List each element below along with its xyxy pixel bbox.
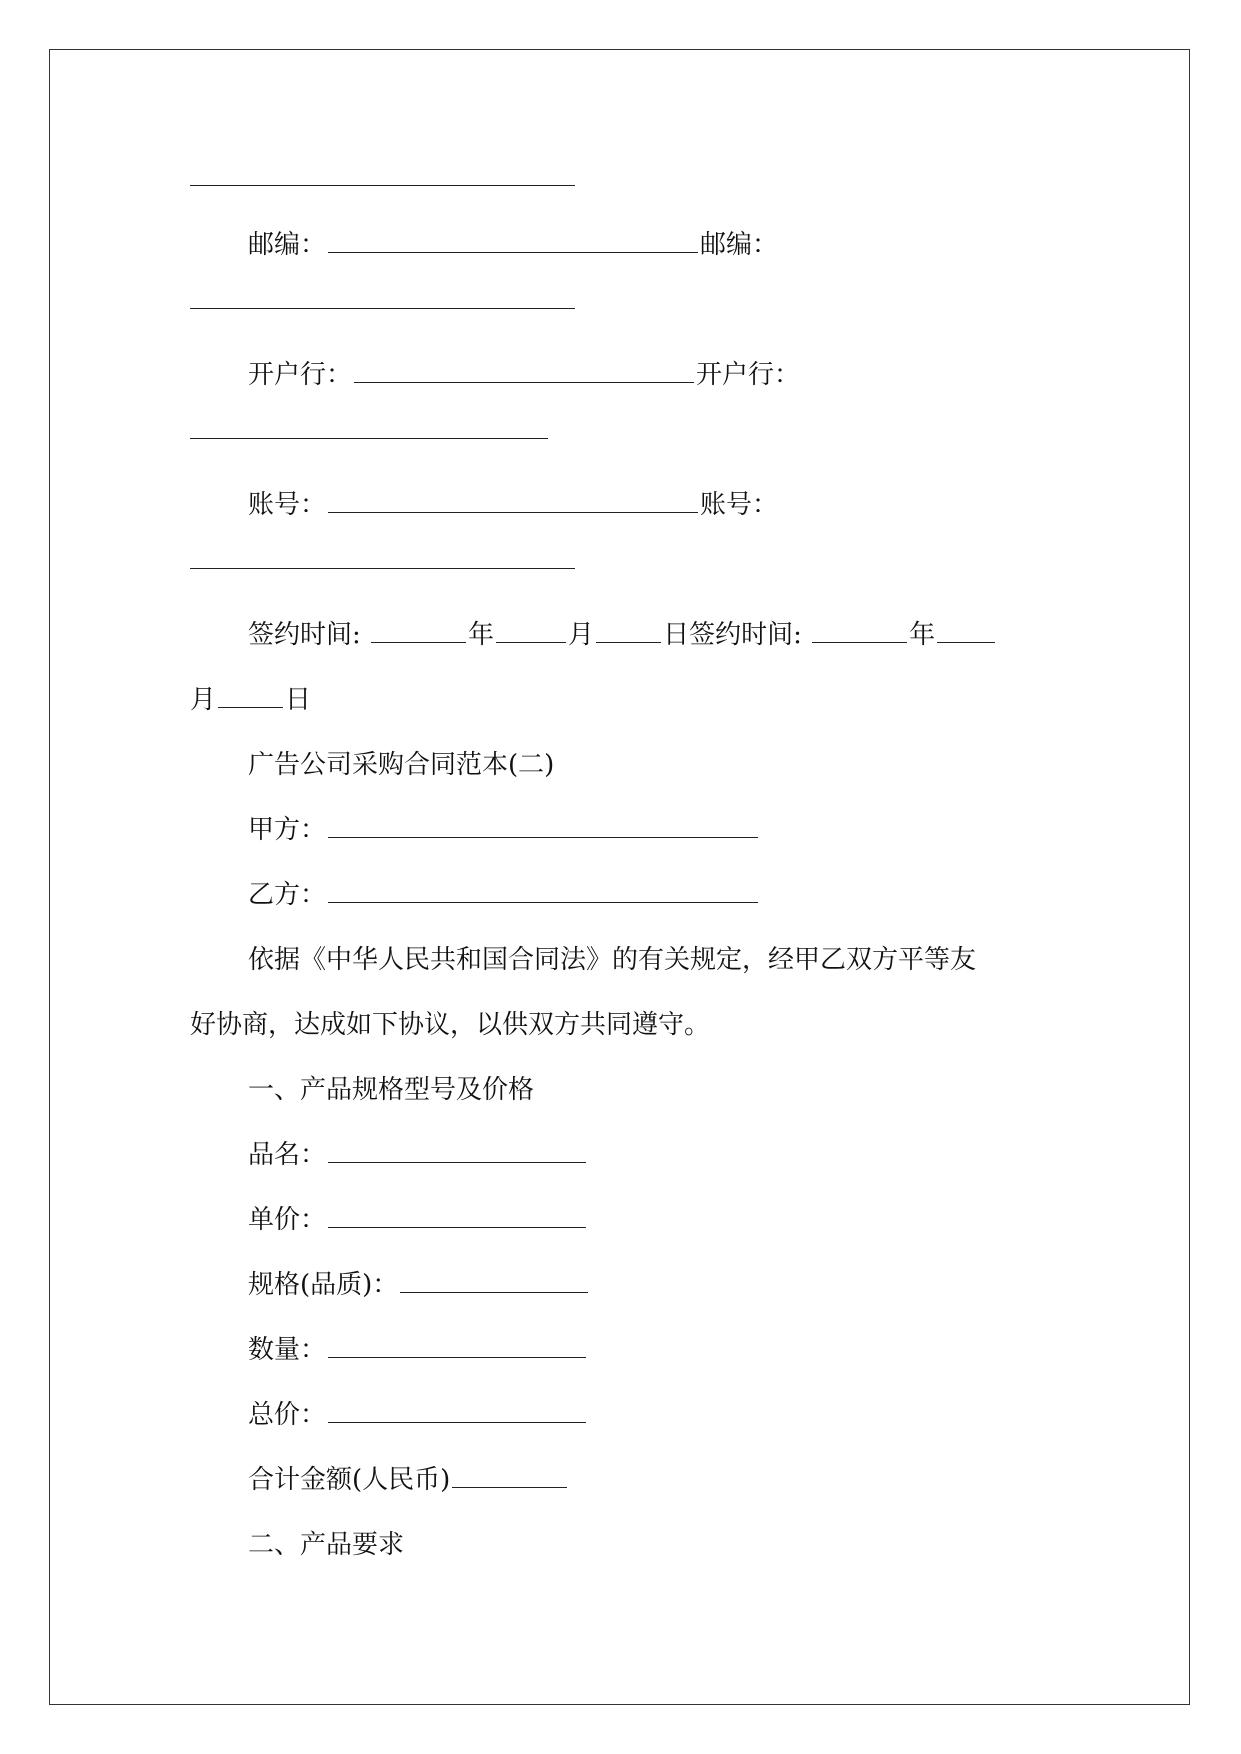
sign-time-line <box>190 603 1060 668</box>
postcode-label-a: 邮编： <box>248 230 327 260</box>
bank-label-b: 开户行： <box>696 360 801 390</box>
total-amount-line <box>190 1448 1060 1513</box>
sign-month-field-b[interactable] <box>937 606 995 643</box>
month-label: 月 <box>568 620 595 650</box>
total-amount-label: 合计金额(人民币) <box>248 1465 451 1495</box>
account-continuation-line <box>190 538 1060 603</box>
blank-field[interactable] <box>190 185 575 186</box>
product-name-field[interactable] <box>328 1126 586 1163</box>
unit-price-field[interactable] <box>328 1191 586 1228</box>
total-price-label: 总价： <box>248 1400 327 1430</box>
quantity-line <box>190 1318 1060 1383</box>
year-label: 年 <box>468 620 495 650</box>
party-b-label: 乙方： <box>248 880 327 910</box>
intro-paragraph-line-2: 好协商，达成如下协议，以供双方共同遵守。 <box>190 1010 711 1040</box>
unit-price-label: 单价： <box>248 1205 327 1235</box>
account-label-b: 账号： <box>700 490 779 520</box>
bank-field-a[interactable] <box>354 346 694 383</box>
product-name-line <box>190 1123 1060 1188</box>
sign-month-field-a[interactable] <box>496 606 566 643</box>
spec-label: 规格(品质)： <box>248 1270 399 1300</box>
quantity-label: 数量： <box>248 1335 327 1365</box>
intro-paragraph-line-1: 依据《中华人民共和国合同法》的有关规定，经甲乙双方平等友 <box>248 945 977 975</box>
quantity-field[interactable] <box>328 1321 586 1358</box>
account-line <box>190 473 1060 538</box>
section-heading-2: 二、产品要求 <box>248 1530 405 1560</box>
month-label: 月 <box>190 685 217 715</box>
spec-line <box>190 1253 1060 1318</box>
total-amount-field[interactable] <box>452 1451 567 1488</box>
postcode-label-b: 邮编： <box>700 230 779 260</box>
section-heading-1: 一、产品规格型号及价格 <box>248 1075 535 1105</box>
sign-day-field-b[interactable] <box>218 671 283 708</box>
postcode-continuation-line <box>190 278 1060 343</box>
sign-time-continuation-line <box>190 668 1060 733</box>
account-label-a: 账号： <box>248 490 327 520</box>
total-price-line <box>190 1383 1060 1448</box>
postcode-field-a[interactable] <box>328 216 698 253</box>
bank-line <box>190 343 1060 408</box>
postcode-field-b[interactable] <box>190 308 575 309</box>
contract-title: 广告公司采购合同范本(二) <box>248 750 555 780</box>
account-field-a[interactable] <box>328 476 698 513</box>
document-body <box>190 155 1060 1578</box>
party-a-field[interactable] <box>328 801 758 838</box>
party-b-line <box>190 863 1060 928</box>
bank-field-b[interactable] <box>190 438 548 439</box>
party-a-line <box>190 798 1060 863</box>
bank-label-a: 开户行： <box>248 360 353 390</box>
unit-price-line <box>190 1188 1060 1253</box>
sign-day-field-a[interactable] <box>596 606 661 643</box>
postcode-line <box>190 213 1060 278</box>
day-label: 日 <box>285 685 312 715</box>
party-a-label: 甲方： <box>248 815 327 845</box>
sign-time-label-a: 签约时间: <box>248 620 361 650</box>
total-price-field[interactable] <box>328 1386 586 1423</box>
sign-year-field-b[interactable] <box>812 606 907 643</box>
product-name-label: 品名： <box>248 1140 327 1170</box>
sign-year-field-a[interactable] <box>371 606 466 643</box>
address-continuation-line <box>190 155 1060 213</box>
spec-field[interactable] <box>400 1256 588 1293</box>
account-field-b[interactable] <box>190 568 575 569</box>
party-b-field[interactable] <box>328 866 758 903</box>
bank-continuation-line <box>190 408 1060 473</box>
year-label: 年 <box>909 620 936 650</box>
sign-time-label-b: 日签约时间: <box>663 620 802 650</box>
